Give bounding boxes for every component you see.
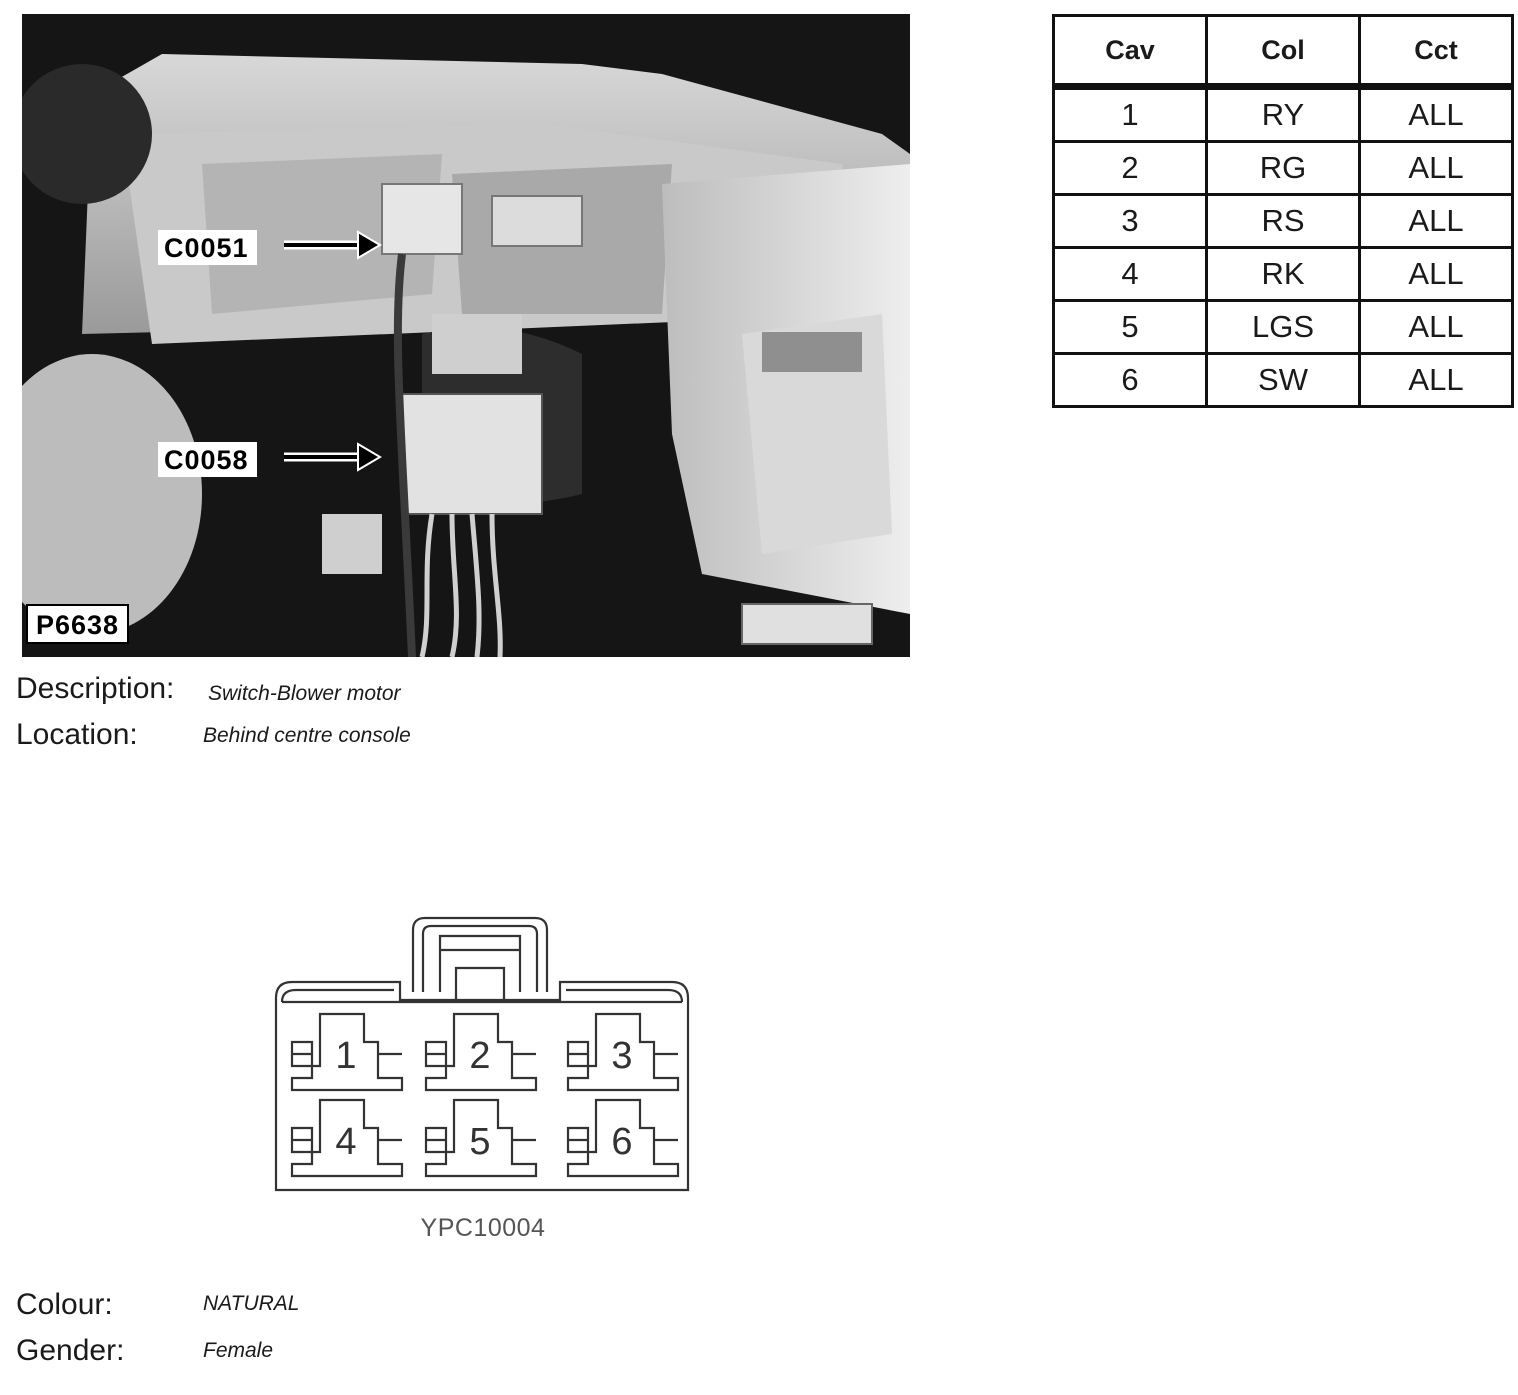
table-header-row	[1054, 16, 1513, 87]
cell-cct: ALL	[1360, 301, 1513, 354]
table-row	[1054, 87, 1513, 142]
cavity-number: 6	[611, 1121, 633, 1163]
table-row	[1054, 354, 1513, 407]
cell-cav: 2	[1054, 142, 1207, 195]
cell-col: RY	[1207, 87, 1360, 142]
cell-cct: ALL	[1360, 354, 1513, 407]
cell-cct: ALL	[1360, 195, 1513, 248]
cell-cav: 5	[1054, 301, 1207, 354]
header-cct: Cct	[1360, 16, 1513, 87]
cell-cct: ALL	[1360, 142, 1513, 195]
cell-col: RG	[1207, 142, 1360, 195]
cavity-number: 3	[611, 1035, 633, 1077]
connector-face-diagram	[268, 910, 698, 1210]
location-label: Location:	[16, 718, 138, 751]
cell-cav: 4	[1054, 248, 1207, 301]
header-col: Col	[1207, 16, 1360, 87]
cell-col: SW	[1207, 354, 1360, 407]
connector-location-photo	[22, 14, 910, 657]
callout-label: C0058	[158, 442, 257, 477]
cell-col: LGS	[1207, 301, 1360, 354]
table-row	[1054, 301, 1513, 354]
cavity-number: 2	[469, 1035, 491, 1077]
cell-cav: 3	[1054, 195, 1207, 248]
cavity-number: 1	[335, 1035, 357, 1077]
cell-col: RK	[1207, 248, 1360, 301]
cell-cct: ALL	[1360, 248, 1513, 301]
photo-illustration	[22, 14, 910, 657]
cell-col: RS	[1207, 195, 1360, 248]
photo-reference-label: P6638	[26, 604, 129, 644]
gender-label: Gender:	[16, 1334, 125, 1367]
description-value: Switch-Blower motor	[208, 682, 401, 705]
header-cav: Cav	[1054, 16, 1207, 87]
cell-cav: 1	[1054, 87, 1207, 142]
table-row	[1054, 142, 1513, 195]
colour-label: Colour:	[16, 1288, 113, 1321]
pin-table	[1052, 14, 1514, 408]
table-row	[1054, 195, 1513, 248]
cell-cav: 6	[1054, 354, 1207, 407]
callout-label: C0051	[158, 230, 257, 265]
colour-value: NATURAL	[203, 1292, 300, 1315]
cavity-number: 4	[335, 1121, 357, 1163]
gender-value: Female	[203, 1339, 274, 1362]
cavity-number: 5	[469, 1121, 491, 1163]
cell-cct: ALL	[1360, 87, 1513, 142]
table-row	[1054, 248, 1513, 301]
location-value: Behind centre console	[203, 724, 411, 747]
description-label: Description:	[16, 672, 175, 705]
connector-part-number: YPC10004	[420, 1214, 546, 1242]
